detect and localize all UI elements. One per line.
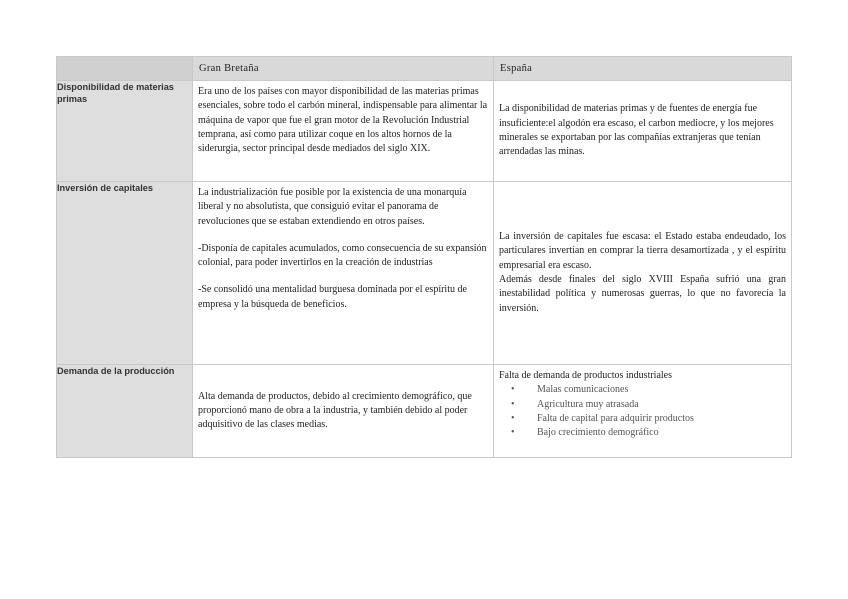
cell-text: Era uno de los países con mayor disponibilidad de las materias primas esenciales, sobre todo el carbón mineral, indispensable para alimentar la máquina de vapor que fue el gran motor de la Revolución Industrial temprana, así como para utilizar coque en los altos hornos de la siderurgia, sector principal desde mediados del siglo XIX. [198, 86, 488, 155]
cell-text: Además desde finales del siglo XVIII España sufrió una gran inestabilidad política y numerosas guerras, lo que no favorecía la inversión. [499, 274, 786, 314]
header-espana: España [494, 57, 792, 81]
header-gran-bretana: Gran Bretaña [193, 57, 494, 81]
cell-es-demanda [494, 365, 792, 458]
table-header-row [57, 57, 792, 81]
row-label-materias-primas: Disponibilidad de materias primas [57, 81, 193, 182]
cell-gb-demanda [193, 365, 494, 458]
list-item: • Malas comunicaciones [537, 383, 786, 397]
comparison-table [56, 56, 792, 458]
list-item: • Agricultura muy atrasada [537, 398, 786, 412]
table-row [57, 81, 792, 182]
cell-es-materias-primas [494, 81, 792, 182]
cell-text: Alta demanda de productos, debido al crecimiento demográfico, que proporcionó mano de obra a la industria, y también debido al poder adquisitivo de las clases medias. [198, 390, 472, 431]
cell-text: -Se consolidó una mentalidad burguesa dominada por el espíritu de empresa y la búsqueda de beneficios. [198, 284, 467, 310]
row-label-inversion: Inversión de capitales [57, 182, 193, 365]
cell-text: La industrialización fue posible por la existencia de una monarquía liberal y no absolutista, que consiguió evitar el panorama de revoluciones que se estaban extendiendo en otros países. [198, 187, 467, 227]
cell-gb-materias-primas [193, 81, 494, 182]
cell-es-inversion [494, 182, 792, 365]
lack-list [499, 383, 786, 440]
table-row [57, 182, 792, 365]
cell-gb-inversion [193, 182, 494, 365]
cell-title: Falta de demanda de productos industriales [499, 370, 673, 381]
header-corner-cell [57, 57, 193, 81]
cell-text: La disponibilidad de materias primas y de fuentes de energía fue insuficiente:el algodón era escaso, el carbon mediocre, y los mejores minerales se exportaban por las compañías extranjeras que tenían arrendadas las minas. [499, 103, 774, 158]
list-item: • Bajo crecimiento demográfico [537, 426, 786, 440]
table-row [57, 365, 792, 458]
list-item: • Falta de capital para adquirir productos [537, 412, 786, 426]
cell-text: La inversión de capitales fue escasa: el Estado estaba endeudado, los particulares invertían en comprar la tierra desamortizada , y el espíritu empresarial era escaso. [499, 231, 786, 271]
row-label-demanda: Demanda de la producción [57, 365, 193, 458]
cell-text: -Disponía de capitales acumulados, como consecuencia de su expansión colonial, para poder invertirlos en la creación de industrias [198, 242, 487, 269]
